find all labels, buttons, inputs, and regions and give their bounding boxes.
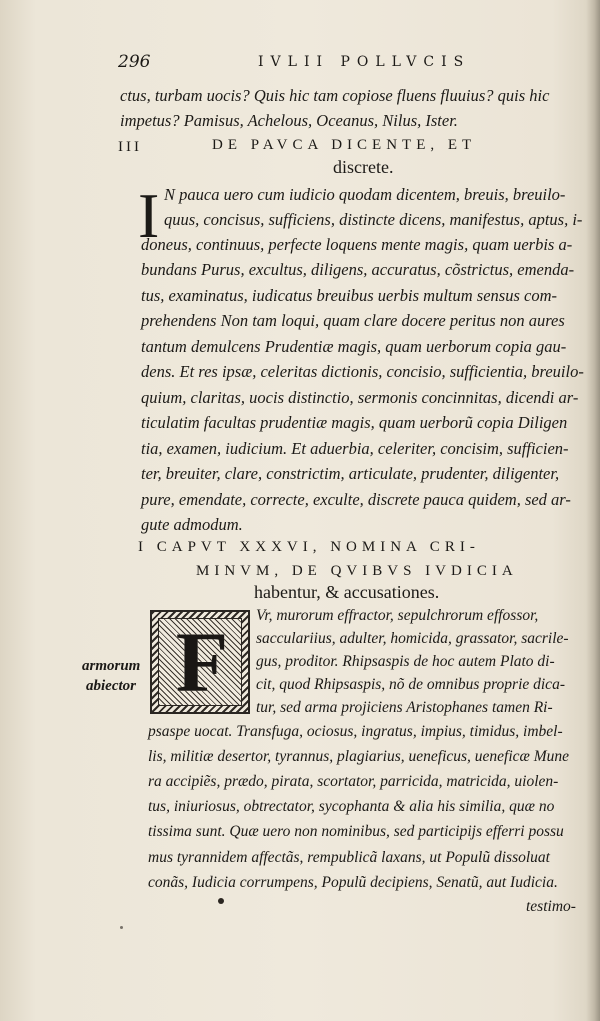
text-line: lis, militiæ desertor, tyrannus, plagiarius, ueneficus, ueneficæ Mune (148, 748, 570, 765)
margin-note: armorum (82, 658, 141, 674)
section-number: III (118, 139, 142, 155)
text-line: quium, claritas, uocis distinctio, sermonis concinnitas, dicendi ar- (141, 388, 579, 407)
text-line: tissima sunt. Quæ uero non nominibus, sed participijs efferri possu (148, 823, 564, 840)
text-line: N pauca uero cum iudicio quodam dicentem, breuis, breuilo- (164, 185, 566, 204)
running-header (118, 52, 538, 76)
chapter-subheading: habentur, & accusationes. (254, 582, 440, 602)
text-line: Vr, murorum effractor, sepulchrorum effossor, (256, 607, 539, 624)
text-line: gus, proditor. Rhipsaspis de hoc autem Plato di- (256, 653, 555, 670)
text-line: ter, breuiter, clare, constrictim, articulate, prudenter, diligenter, (141, 464, 560, 483)
chapter-heading-cont: MINVM, DE QVIBVS IVDICIA (196, 563, 518, 579)
text-line: tur, sed arma projiciens Aristophanes tamen Ri- (256, 699, 553, 716)
text-line: conãs, Iudicia corrumpens, Populũ decipiens, Senatũ, aut Iudicia. (148, 874, 558, 891)
text-line: cit, quod Rhipsaspis, nõ de omnibus proprie dica- (256, 676, 565, 693)
text-line: mus tyrannidem affectãs, rempublicã laxans, ut Populũ dissoluat (148, 849, 550, 866)
ink-speck (120, 926, 123, 929)
drop-initial: I (138, 180, 160, 251)
ink-speck (218, 898, 224, 904)
margin-note: abiector (86, 678, 136, 694)
section-heading: DE PAVCA DICENTE, ET (212, 137, 477, 153)
text-line: prehendens Non tam loqui, quam clare docere peritus non aures (141, 311, 565, 330)
text-line: impetus? Pamisus, Achelous, Oceanus, Nilus, Ister. (120, 111, 458, 130)
text-line: dens. Et res ipsæ, celeritas dictionis, concisio, sufficientia, breuilo- (141, 362, 584, 381)
text-line: pure, emendate, correcte, exculte, discrete pauca quidem, sed ar- (141, 490, 571, 509)
text-line: ticulatim facultas prudentiæ magis, quam uerborũ copia Diligen (141, 413, 568, 432)
text-line: ctus, turbam uocis? Quis hic tam copiose fluens fluuius? quis hic (120, 86, 550, 105)
chapter-heading: I CAPVT XXXVI, NOMINA CRI- (138, 539, 480, 555)
text-line: tia, examen, iudicium. Et aduerbia, celeriter, concisim, sufficien- (141, 439, 569, 458)
text-line: tantum demulcens Prudentiæ magis, quam uerborum copia gau- (141, 337, 567, 356)
text-line: psaspe uocat. Transfuga, ociosus, ingratus, impius, timidus, imbel- (148, 723, 563, 740)
text-line: sacculariius, adulter, homicida, grassator, sacrile- (256, 630, 569, 647)
page-edge-shadow (586, 0, 600, 1021)
text-line: gute admodum. (141, 515, 243, 534)
text-line: bundans Purus, excultus, diligens, accuratus, cõstrictus, emenda- (141, 260, 575, 279)
text-line: quus, concisus, sufficiens, distincte dicens, manifestus, aptus, i- (164, 210, 583, 229)
woodcut-letter: F (175, 614, 229, 710)
page-number: 296 (118, 52, 151, 72)
section-heading-cont: discrete. (333, 157, 394, 177)
text-line: tus, examinatus, iudicatus breuibus uerbis multum sensus com- (141, 286, 557, 305)
woodcut-initial (150, 610, 250, 714)
text-line: tus, iniuriosus, obtrectator, sycophanta & alia his similia, quæ no (148, 798, 555, 815)
catchword: testimo- (526, 898, 576, 915)
text-line: doneus, continuus, perfecte loquens mente magis, quam uerbis a- (141, 235, 573, 254)
text-line: ra accipiẽs, prædo, pirata, scortator, parricida, matricida, uiolen- (148, 773, 559, 790)
running-title: IVLII POLLVCIS (258, 54, 471, 70)
